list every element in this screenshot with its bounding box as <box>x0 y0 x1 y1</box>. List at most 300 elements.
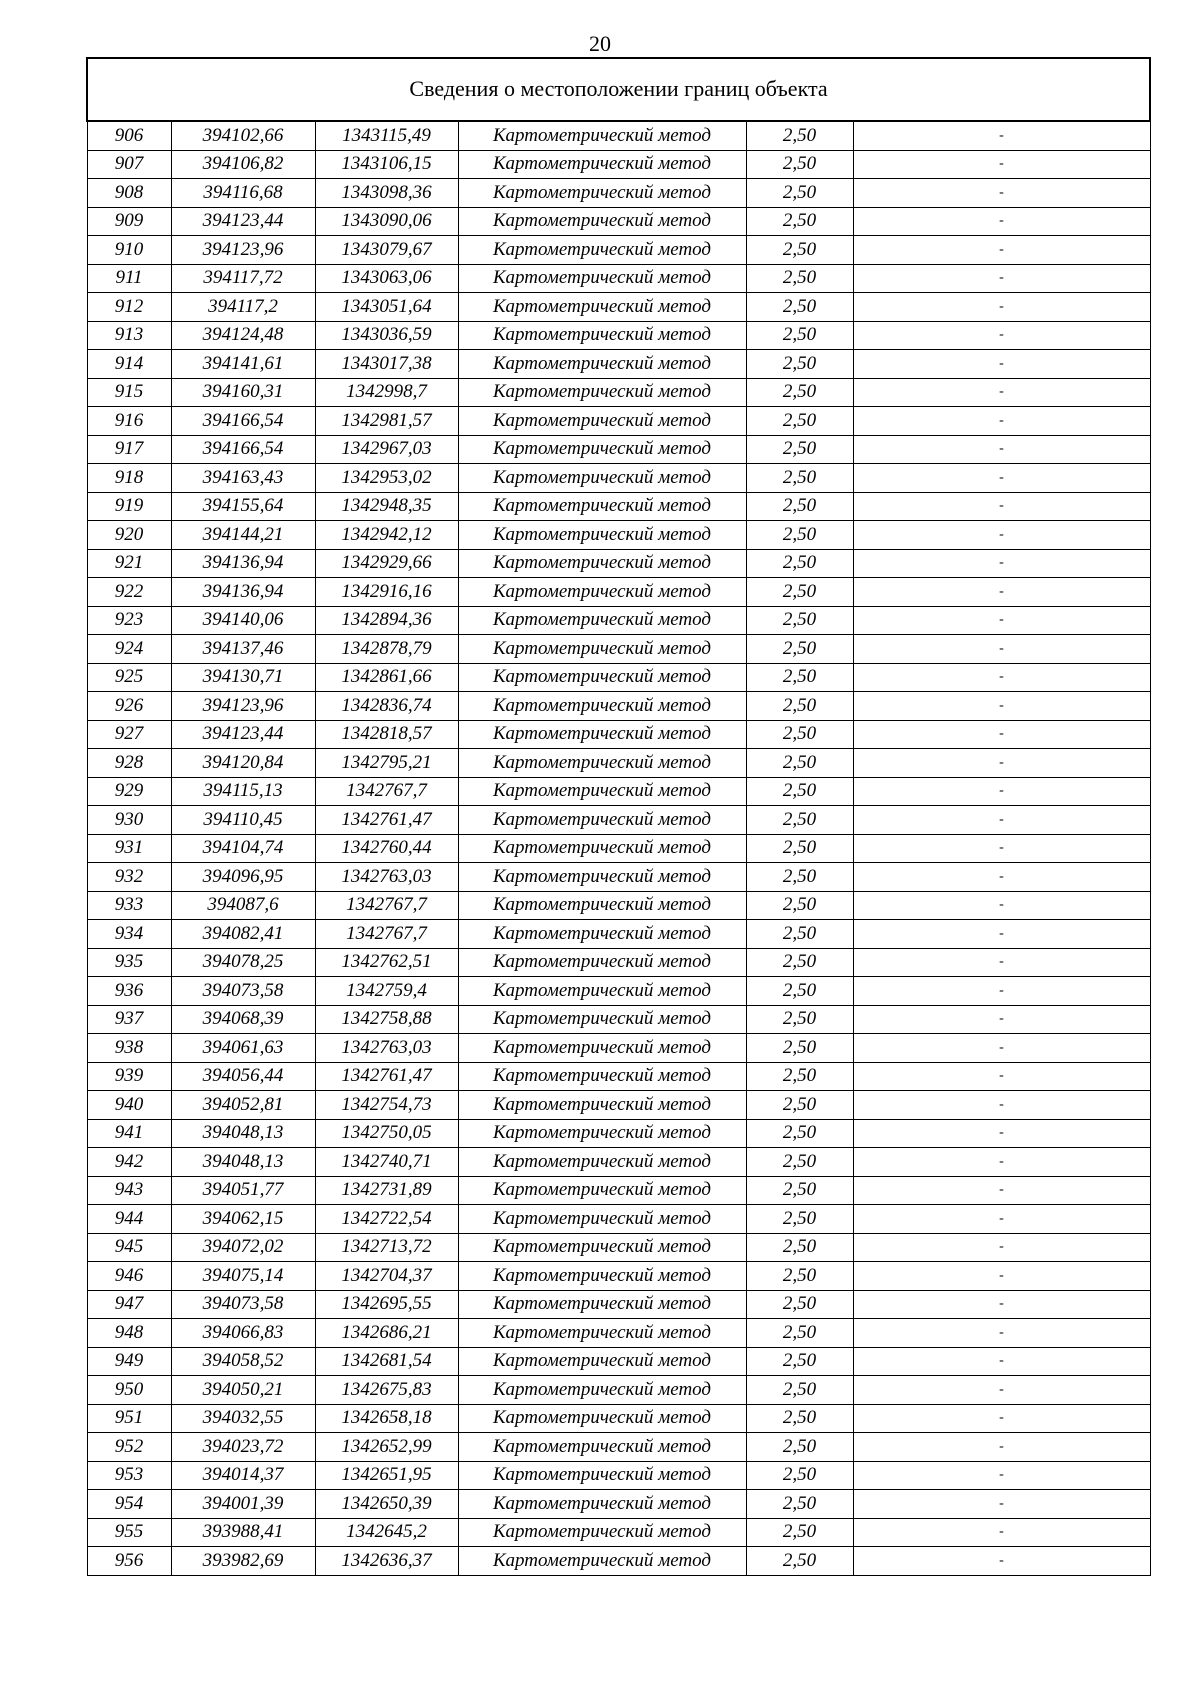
method-cell: Картометрический метод <box>458 578 746 607</box>
point-number-cell: 924 <box>87 635 171 664</box>
accuracy-cell: 2,50 <box>746 720 853 749</box>
note-cell: - <box>853 1176 1150 1205</box>
point-number-cell: 919 <box>87 492 171 521</box>
point-number-cell: 939 <box>87 1062 171 1091</box>
accuracy-cell: 2,50 <box>746 492 853 521</box>
method-cell: Картометрический метод <box>458 635 746 664</box>
coordinate-x-cell: 394106,82 <box>171 150 315 179</box>
coordinate-y-cell: 1342740,71 <box>315 1148 458 1177</box>
table-row <box>87 806 1150 835</box>
note-cell: - <box>853 435 1150 464</box>
point-number-cell: 949 <box>87 1347 171 1376</box>
coordinate-x-cell: 394062,15 <box>171 1205 315 1234</box>
table-row <box>87 407 1150 436</box>
method-cell: Картометрический метод <box>458 834 746 863</box>
accuracy-cell: 2,50 <box>746 236 853 265</box>
coordinate-x-cell: 394087,6 <box>171 891 315 920</box>
method-cell: Картометрический метод <box>458 606 746 635</box>
table-row <box>87 578 1150 607</box>
coordinate-x-cell: 394061,63 <box>171 1034 315 1063</box>
point-number-cell: 954 <box>87 1490 171 1519</box>
coordinate-x-cell: 394078,25 <box>171 948 315 977</box>
coordinate-y-cell: 1342750,05 <box>315 1119 458 1148</box>
method-cell: Картометрический метод <box>458 1148 746 1177</box>
note-cell: - <box>853 1119 1150 1148</box>
coordinate-y-cell: 1343090,06 <box>315 207 458 236</box>
coordinate-x-cell: 394048,13 <box>171 1119 315 1148</box>
note-cell: - <box>853 1062 1150 1091</box>
accuracy-cell: 2,50 <box>746 1518 853 1547</box>
table-row <box>87 863 1150 892</box>
note-cell: - <box>853 1091 1150 1120</box>
method-cell: Картометрический метод <box>458 464 746 493</box>
point-number-cell: 938 <box>87 1034 171 1063</box>
coordinate-y-cell: 1343115,49 <box>315 121 458 150</box>
coordinate-y-cell: 1342758,88 <box>315 1005 458 1034</box>
note-cell: - <box>853 321 1150 350</box>
accuracy-cell: 2,50 <box>746 150 853 179</box>
coordinate-x-cell: 394166,54 <box>171 435 315 464</box>
table-row <box>87 1461 1150 1490</box>
method-cell: Картометрический метод <box>458 1518 746 1547</box>
coordinate-x-cell: 394136,94 <box>171 578 315 607</box>
method-cell: Картометрический метод <box>458 1262 746 1291</box>
point-number-cell: 927 <box>87 720 171 749</box>
coordinate-x-cell: 393988,41 <box>171 1518 315 1547</box>
accuracy-cell: 2,50 <box>746 464 853 493</box>
point-number-cell: 931 <box>87 834 171 863</box>
accuracy-cell: 2,50 <box>746 1347 853 1376</box>
table-row <box>87 350 1150 379</box>
point-number-cell: 941 <box>87 1119 171 1148</box>
accuracy-cell: 2,50 <box>746 1319 853 1348</box>
coordinate-x-cell: 394115,13 <box>171 777 315 806</box>
coordinate-x-cell: 394032,55 <box>171 1404 315 1433</box>
accuracy-cell: 2,50 <box>746 121 853 150</box>
point-number-cell: 916 <box>87 407 171 436</box>
point-number-cell: 933 <box>87 891 171 920</box>
point-number-cell: 935 <box>87 948 171 977</box>
method-cell: Картометрический метод <box>458 1034 746 1063</box>
coordinate-y-cell: 1342878,79 <box>315 635 458 664</box>
accuracy-cell: 2,50 <box>746 920 853 949</box>
coordinate-y-cell: 1342760,44 <box>315 834 458 863</box>
method-cell: Картометрический метод <box>458 1319 746 1348</box>
table-row <box>87 521 1150 550</box>
accuracy-cell: 2,50 <box>746 1005 853 1034</box>
table-row <box>87 1205 1150 1234</box>
method-cell: Картометрический метод <box>458 1062 746 1091</box>
method-cell: Картометрический метод <box>458 1547 746 1576</box>
note-cell: - <box>853 578 1150 607</box>
method-cell: Картометрический метод <box>458 378 746 407</box>
method-cell: Картометрический метод <box>458 521 746 550</box>
coordinate-x-cell: 394052,81 <box>171 1091 315 1120</box>
coordinate-y-cell: 1342894,36 <box>315 606 458 635</box>
coordinate-x-cell: 394117,2 <box>171 293 315 322</box>
point-number-cell: 944 <box>87 1205 171 1234</box>
coordinate-y-cell: 1342652,99 <box>315 1433 458 1462</box>
note-cell: - <box>853 948 1150 977</box>
note-cell: - <box>853 720 1150 749</box>
accuracy-cell: 2,50 <box>746 378 853 407</box>
coordinate-x-cell: 394056,44 <box>171 1062 315 1091</box>
coordinate-y-cell: 1342836,74 <box>315 692 458 721</box>
accuracy-cell: 2,50 <box>746 179 853 208</box>
accuracy-cell: 2,50 <box>746 1233 853 1262</box>
accuracy-cell: 2,50 <box>746 863 853 892</box>
accuracy-cell: 2,50 <box>746 1205 853 1234</box>
point-number-cell: 932 <box>87 863 171 892</box>
accuracy-cell: 2,50 <box>746 549 853 578</box>
table-row <box>87 692 1150 721</box>
method-cell: Картометрический метод <box>458 1176 746 1205</box>
coordinate-x-cell: 394124,48 <box>171 321 315 350</box>
accuracy-cell: 2,50 <box>746 1547 853 1576</box>
accuracy-cell: 2,50 <box>746 1176 853 1205</box>
coordinate-x-cell: 394068,39 <box>171 1005 315 1034</box>
method-cell: Картометрический метод <box>458 121 746 150</box>
table-row <box>87 1319 1150 1348</box>
accuracy-cell: 2,50 <box>746 1461 853 1490</box>
coordinate-x-cell: 394123,96 <box>171 692 315 721</box>
table-row <box>87 378 1150 407</box>
coordinate-y-cell: 1342722,54 <box>315 1205 458 1234</box>
method-cell: Картометрический метод <box>458 1461 746 1490</box>
coordinate-y-cell: 1342916,16 <box>315 578 458 607</box>
coordinate-y-cell: 1342981,57 <box>315 407 458 436</box>
coordinate-x-cell: 394073,58 <box>171 1290 315 1319</box>
note-cell: - <box>853 1347 1150 1376</box>
accuracy-cell: 2,50 <box>746 207 853 236</box>
coordinate-y-cell: 1342967,03 <box>315 435 458 464</box>
note-cell: - <box>853 1547 1150 1576</box>
note-cell: - <box>853 207 1150 236</box>
note-cell: - <box>853 492 1150 521</box>
coordinate-x-cell: 393982,69 <box>171 1547 315 1576</box>
coordinate-y-cell: 1342762,51 <box>315 948 458 977</box>
point-number-cell: 914 <box>87 350 171 379</box>
coordinate-x-cell: 394051,77 <box>171 1176 315 1205</box>
note-cell: - <box>853 1034 1150 1063</box>
coordinate-y-cell: 1342704,37 <box>315 1262 458 1291</box>
note-cell: - <box>853 407 1150 436</box>
coordinate-y-cell: 1342761,47 <box>315 806 458 835</box>
note-cell: - <box>853 1290 1150 1319</box>
coordinate-y-cell: 1342759,4 <box>315 977 458 1006</box>
coordinate-y-cell: 1342686,21 <box>315 1319 458 1348</box>
note-cell: - <box>853 121 1150 150</box>
table-row <box>87 1376 1150 1405</box>
accuracy-cell: 2,50 <box>746 1376 853 1405</box>
accuracy-cell: 2,50 <box>746 1433 853 1462</box>
method-cell: Картометрический метод <box>458 549 746 578</box>
coordinate-y-cell: 1342767,7 <box>315 891 458 920</box>
method-cell: Картометрический метод <box>458 663 746 692</box>
point-number-cell: 909 <box>87 207 171 236</box>
table-row <box>87 777 1150 806</box>
note-cell: - <box>853 179 1150 208</box>
accuracy-cell: 2,50 <box>746 749 853 778</box>
table-row <box>87 207 1150 236</box>
coordinate-y-cell: 1342953,02 <box>315 464 458 493</box>
point-number-cell: 934 <box>87 920 171 949</box>
table-row <box>87 1518 1150 1547</box>
point-number-cell: 946 <box>87 1262 171 1291</box>
table-row <box>87 549 1150 578</box>
coordinate-x-cell: 394001,39 <box>171 1490 315 1519</box>
method-cell: Картометрический метод <box>458 1091 746 1120</box>
coordinate-y-cell: 1343063,06 <box>315 264 458 293</box>
table-row <box>87 1176 1150 1205</box>
accuracy-cell: 2,50 <box>746 293 853 322</box>
coordinate-x-cell: 394014,37 <box>171 1461 315 1490</box>
method-cell: Картометрический метод <box>458 1347 746 1376</box>
coordinate-y-cell: 1342942,12 <box>315 521 458 550</box>
method-cell: Картометрический метод <box>458 350 746 379</box>
coordinate-y-cell: 1342948,35 <box>315 492 458 521</box>
method-cell: Картометрический метод <box>458 150 746 179</box>
point-number-cell: 936 <box>87 977 171 1006</box>
coordinate-x-cell: 394130,71 <box>171 663 315 692</box>
table-row <box>87 321 1150 350</box>
method-cell: Картометрический метод <box>458 1290 746 1319</box>
accuracy-cell: 2,50 <box>746 948 853 977</box>
coordinate-y-cell: 1342636,37 <box>315 1547 458 1576</box>
note-cell: - <box>853 1319 1150 1348</box>
coordinate-y-cell: 1342929,66 <box>315 549 458 578</box>
note-cell: - <box>853 920 1150 949</box>
coordinate-x-cell: 394116,68 <box>171 179 315 208</box>
coordinate-y-cell: 1342645,2 <box>315 1518 458 1547</box>
method-cell: Картометрический метод <box>458 293 746 322</box>
table-row <box>87 1005 1150 1034</box>
method-cell: Картометрический метод <box>458 920 746 949</box>
point-number-cell: 926 <box>87 692 171 721</box>
accuracy-cell: 2,50 <box>746 264 853 293</box>
table-row <box>87 1262 1150 1291</box>
table-row <box>87 1091 1150 1120</box>
table-row <box>87 1404 1150 1433</box>
note-cell: - <box>853 1205 1150 1234</box>
coordinate-x-cell: 394136,94 <box>171 549 315 578</box>
coordinate-x-cell: 394163,43 <box>171 464 315 493</box>
coordinate-y-cell: 1343106,15 <box>315 150 458 179</box>
point-number-cell: 948 <box>87 1319 171 1348</box>
point-number-cell: 922 <box>87 578 171 607</box>
coordinate-y-cell: 1342713,72 <box>315 1233 458 1262</box>
note-cell: - <box>853 1233 1150 1262</box>
coordinate-x-cell: 394066,83 <box>171 1319 315 1348</box>
coordinate-y-cell: 1342650,39 <box>315 1490 458 1519</box>
table-row <box>87 236 1150 265</box>
coordinate-x-cell: 394110,45 <box>171 806 315 835</box>
coordinate-x-cell: 394082,41 <box>171 920 315 949</box>
note-cell: - <box>853 1376 1150 1405</box>
coordinate-y-cell: 1343017,38 <box>315 350 458 379</box>
method-cell: Картометрический метод <box>458 1233 746 1262</box>
table-row <box>87 264 1150 293</box>
method-cell: Картометрический метод <box>458 1404 746 1433</box>
point-number-cell: 952 <box>87 1433 171 1462</box>
note-cell: - <box>853 549 1150 578</box>
point-number-cell: 918 <box>87 464 171 493</box>
method-cell: Картометрический метод <box>458 863 746 892</box>
point-number-cell: 955 <box>87 1518 171 1547</box>
table-row <box>87 435 1150 464</box>
point-number-cell: 908 <box>87 179 171 208</box>
coordinate-y-cell: 1342795,21 <box>315 749 458 778</box>
note-cell: - <box>853 977 1150 1006</box>
table-row <box>87 293 1150 322</box>
table-row <box>87 920 1150 949</box>
table-row <box>87 834 1150 863</box>
table-title: Сведения о местоположении границ объекта <box>87 58 1150 121</box>
accuracy-cell: 2,50 <box>746 1404 853 1433</box>
accuracy-cell: 2,50 <box>746 891 853 920</box>
coordinate-x-cell: 394166,54 <box>171 407 315 436</box>
coordinate-x-cell: 394102,66 <box>171 121 315 150</box>
accuracy-cell: 2,50 <box>746 663 853 692</box>
table-row <box>87 749 1150 778</box>
table-row <box>87 121 1150 150</box>
note-cell: - <box>853 863 1150 892</box>
point-number-cell: 947 <box>87 1290 171 1319</box>
page-number: 20 <box>589 31 611 56</box>
method-cell: Картометрический метод <box>458 1205 746 1234</box>
point-number-cell: 915 <box>87 378 171 407</box>
table-row <box>87 663 1150 692</box>
table-body <box>87 121 1150 1575</box>
table-row <box>87 948 1150 977</box>
accuracy-cell: 2,50 <box>746 350 853 379</box>
method-cell: Картометрический метод <box>458 1376 746 1405</box>
coordinate-x-cell: 394120,84 <box>171 749 315 778</box>
coordinate-x-cell: 394123,96 <box>171 236 315 265</box>
coordinate-y-cell: 1343051,64 <box>315 293 458 322</box>
method-cell: Картометрический метод <box>458 891 746 920</box>
note-cell: - <box>853 521 1150 550</box>
note-cell: - <box>853 150 1150 179</box>
method-cell: Картометрический метод <box>458 1005 746 1034</box>
method-cell: Картометрический метод <box>458 806 746 835</box>
note-cell: - <box>853 692 1150 721</box>
coordinate-x-cell: 394140,06 <box>171 606 315 635</box>
point-number-cell: 940 <box>87 1091 171 1120</box>
note-cell: - <box>853 378 1150 407</box>
point-number-cell: 907 <box>87 150 171 179</box>
coordinate-x-cell: 394048,13 <box>171 1148 315 1177</box>
point-number-cell: 906 <box>87 121 171 150</box>
accuracy-cell: 2,50 <box>746 1490 853 1519</box>
method-cell: Картометрический метод <box>458 720 746 749</box>
point-number-cell: 912 <box>87 293 171 322</box>
coordinate-x-cell: 394117,72 <box>171 264 315 293</box>
accuracy-cell: 2,50 <box>746 806 853 835</box>
point-number-cell: 928 <box>87 749 171 778</box>
point-number-cell: 942 <box>87 1148 171 1177</box>
accuracy-cell: 2,50 <box>746 407 853 436</box>
note-cell: - <box>853 663 1150 692</box>
accuracy-cell: 2,50 <box>746 1062 853 1091</box>
note-cell: - <box>853 777 1150 806</box>
accuracy-cell: 2,50 <box>746 321 853 350</box>
table-row <box>87 1433 1150 1462</box>
accuracy-cell: 2,50 <box>746 635 853 664</box>
table-row <box>87 1290 1150 1319</box>
table-row <box>87 150 1150 179</box>
table-row <box>87 606 1150 635</box>
coordinate-y-cell: 1342767,7 <box>315 777 458 806</box>
method-cell: Картометрический метод <box>458 264 746 293</box>
method-cell: Картометрический метод <box>458 321 746 350</box>
coordinate-y-cell: 1342818,57 <box>315 720 458 749</box>
note-cell: - <box>853 264 1150 293</box>
accuracy-cell: 2,50 <box>746 1262 853 1291</box>
table-row <box>87 1490 1150 1519</box>
coordinate-x-cell: 394023,72 <box>171 1433 315 1462</box>
coordinate-x-cell: 394050,21 <box>171 1376 315 1405</box>
coordinate-x-cell: 394123,44 <box>171 207 315 236</box>
point-number-cell: 937 <box>87 1005 171 1034</box>
coordinate-x-cell: 394123,44 <box>171 720 315 749</box>
note-cell: - <box>853 891 1150 920</box>
coordinate-y-cell: 1342998,7 <box>315 378 458 407</box>
coordinate-y-cell: 1342761,47 <box>315 1062 458 1091</box>
note-cell: - <box>853 749 1150 778</box>
accuracy-cell: 2,50 <box>746 1290 853 1319</box>
method-cell: Картометрический метод <box>458 692 746 721</box>
coordinate-y-cell: 1342731,89 <box>315 1176 458 1205</box>
point-number-cell: 930 <box>87 806 171 835</box>
note-cell: - <box>853 1490 1150 1519</box>
accuracy-cell: 2,50 <box>746 777 853 806</box>
method-cell: Картометрический метод <box>458 749 746 778</box>
table-row <box>87 1034 1150 1063</box>
point-number-cell: 917 <box>87 435 171 464</box>
coordinate-x-cell: 394072,02 <box>171 1233 315 1262</box>
table-row <box>87 1233 1150 1262</box>
table-row <box>87 1062 1150 1091</box>
table-header-row <box>87 58 1150 121</box>
point-number-cell: 943 <box>87 1176 171 1205</box>
method-cell: Картометрический метод <box>458 179 746 208</box>
coordinate-x-cell: 394075,14 <box>171 1262 315 1291</box>
coordinate-x-cell: 394058,52 <box>171 1347 315 1376</box>
method-cell: Картометрический метод <box>458 1490 746 1519</box>
point-number-cell: 950 <box>87 1376 171 1405</box>
note-cell: - <box>853 834 1150 863</box>
note-cell: - <box>853 1262 1150 1291</box>
accuracy-cell: 2,50 <box>746 606 853 635</box>
table-row <box>87 1547 1150 1576</box>
coordinate-y-cell: 1342651,95 <box>315 1461 458 1490</box>
coordinate-y-cell: 1342763,03 <box>315 1034 458 1063</box>
coordinate-x-cell: 394137,46 <box>171 635 315 664</box>
coordinate-y-cell: 1342763,03 <box>315 863 458 892</box>
note-cell: - <box>853 1148 1150 1177</box>
table-row <box>87 977 1150 1006</box>
note-cell: - <box>853 806 1150 835</box>
method-cell: Картометрический метод <box>458 977 746 1006</box>
accuracy-cell: 2,50 <box>746 521 853 550</box>
accuracy-cell: 2,50 <box>746 834 853 863</box>
point-number-cell: 923 <box>87 606 171 635</box>
note-cell: - <box>853 606 1150 635</box>
method-cell: Картометрический метод <box>458 407 746 436</box>
table-row <box>87 179 1150 208</box>
note-cell: - <box>853 1461 1150 1490</box>
